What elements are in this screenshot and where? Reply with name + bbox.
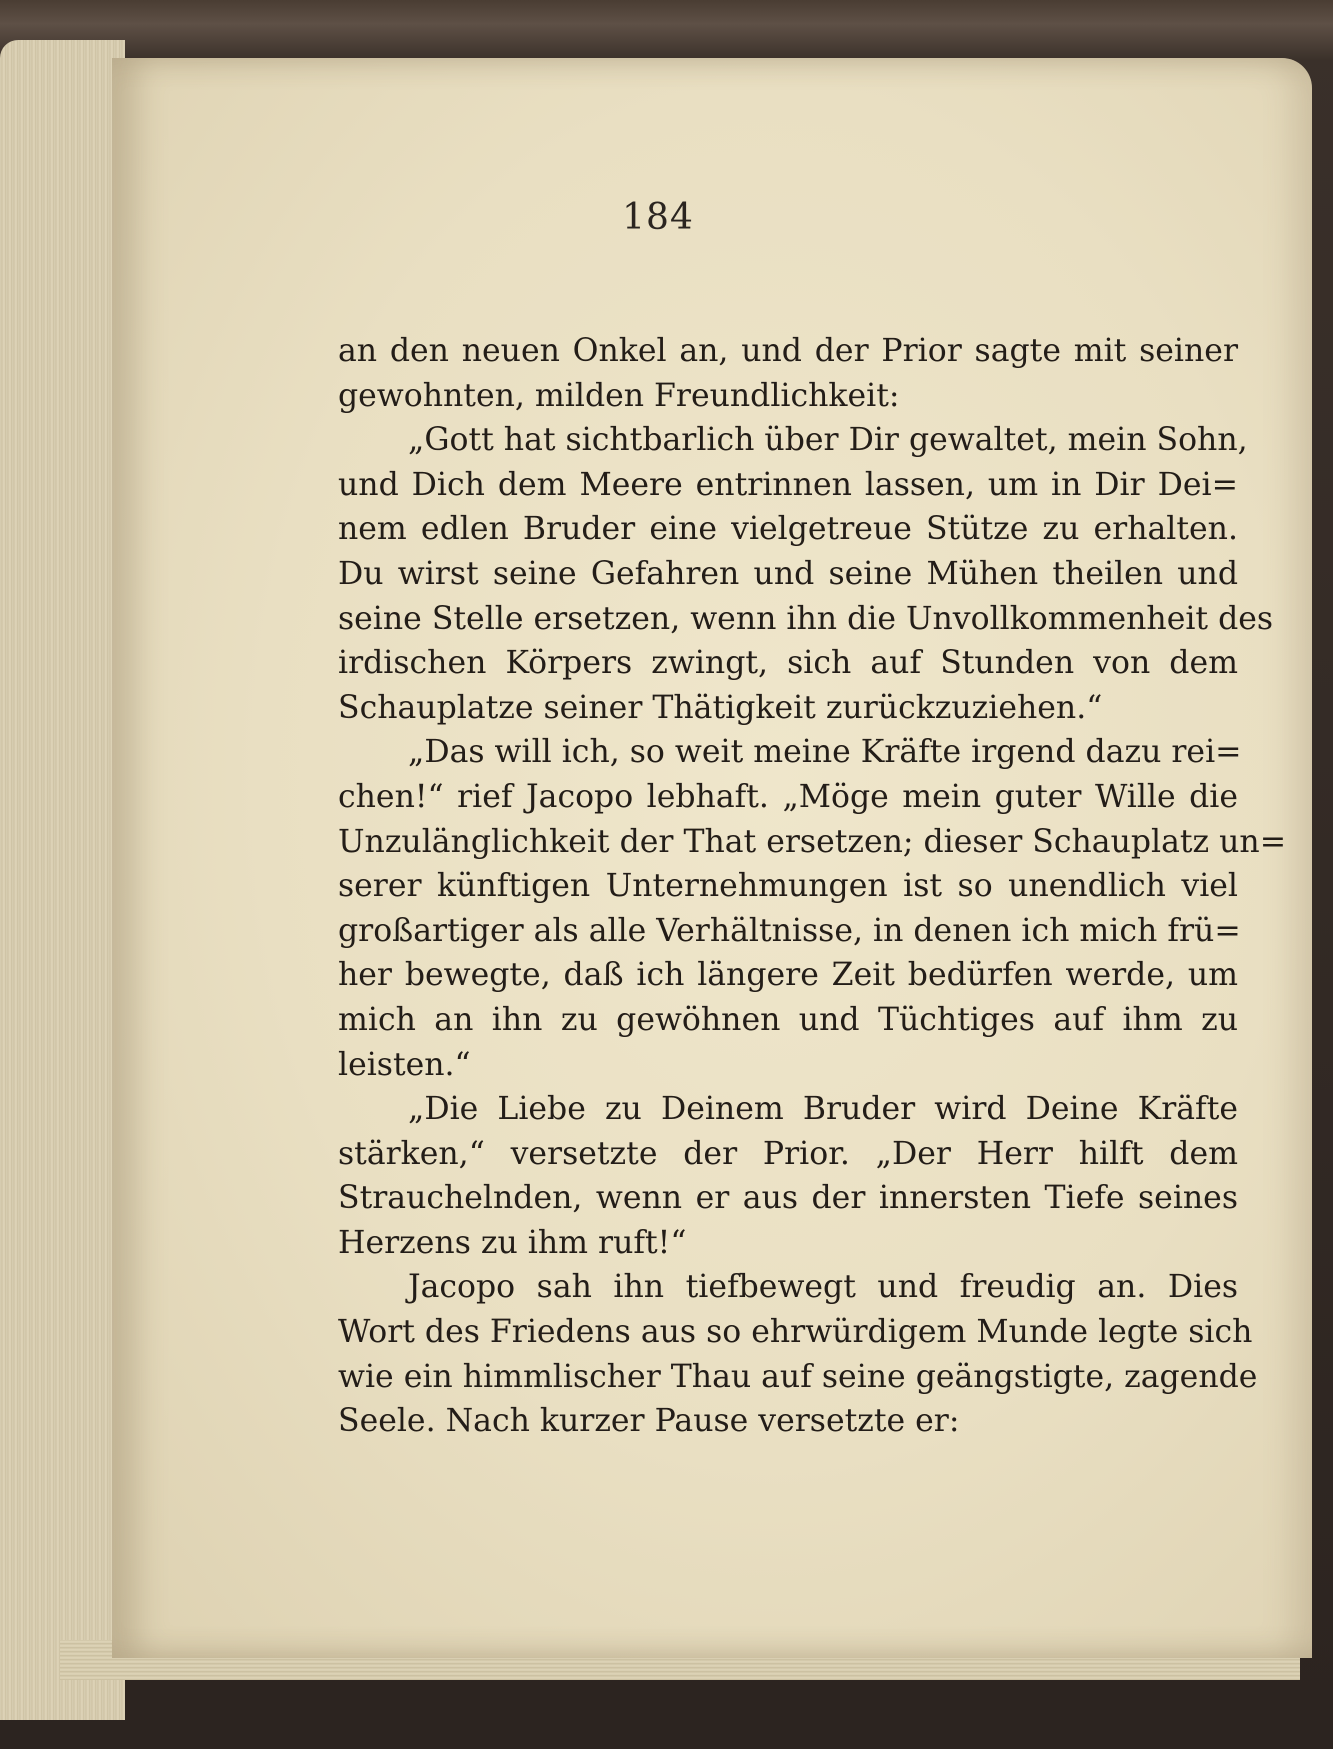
- text-line: her bewegte, daß ich längere Zeit bedürfen werde, um: [338, 957, 1238, 994]
- text-line: und Dich dem Meere entrinnen lassen, um in Dir Dei=: [338, 466, 1238, 503]
- text-line: leisten.“: [338, 1046, 471, 1083]
- text-line: irdischen Körpers zwingt, sich auf Stunden von dem: [338, 645, 1238, 682]
- text-line: mich an ihn zu gewöhnen und Tüchtiges auf ihm zu: [338, 1001, 1238, 1038]
- text-line: seine Stelle ersetzen, wenn ihn die Unvollkommenheit des: [338, 600, 1274, 637]
- book-cover-top-edge: [0, 0, 1333, 60]
- text-line: chen!“ rief Jacopo lebhaft. „Möge mein guter Wille die: [338, 778, 1238, 815]
- text-line: Du wirst seine Gefahren und seine Mühen theilen und: [338, 555, 1238, 592]
- body-text: [338, 332, 1287, 1447]
- text-line: Seele. Nach kurzer Pause versetzte er:: [338, 1403, 960, 1440]
- page-number: 184: [622, 197, 694, 238]
- text-line: Unzulänglichkeit der That ersetzen; dieser Schauplatz un=: [338, 823, 1287, 860]
- text-line: „Gott hat sichtbarlich über Dir gewaltet, mein Sohn,: [408, 422, 1248, 459]
- text-line: Herzens zu ihm ruft!“: [338, 1224, 687, 1261]
- text-line: „Die Liebe zu Deinem Bruder wird Deine Kräfte: [408, 1091, 1238, 1128]
- text-line: stärken,“ versetzte der Prior. „Der Herr hilft dem: [338, 1135, 1238, 1172]
- text-line: „Das will ich, so weit meine Kräfte irgend dazu rei=: [408, 734, 1242, 771]
- text-line: gewohnten, milden Freundlichkeit:: [338, 377, 900, 414]
- text-line: Schauplatze seiner Thätigkeit zurückzuziehen.“: [338, 689, 1103, 726]
- text-line: Wort des Friedens aus so ehrwürdigem Munde legte sich: [338, 1314, 1253, 1351]
- text-line: nem edlen Bruder eine vielgetreue Stütze zu erhalten.: [338, 511, 1238, 548]
- text-line: Jacopo sah ihn tiefbewegt und freudig an. Dies: [408, 1269, 1238, 1306]
- text-line: wie ein himmlischer Thau auf seine geängstigte, zagende: [338, 1358, 1258, 1395]
- text-line: großartiger als alle Verhältnisse, in denen ich mich frü=: [338, 912, 1241, 949]
- text-line: serer künftigen Unternehmungen ist so unendlich viel: [338, 868, 1238, 905]
- text-line: an den neuen Onkel an, und der Prior sagte mit seiner: [338, 333, 1238, 369]
- text-line: Strauchelnden, wenn er aus der innersten Tiefe seines: [338, 1180, 1238, 1217]
- page-stack-left-edge: [0, 40, 125, 1720]
